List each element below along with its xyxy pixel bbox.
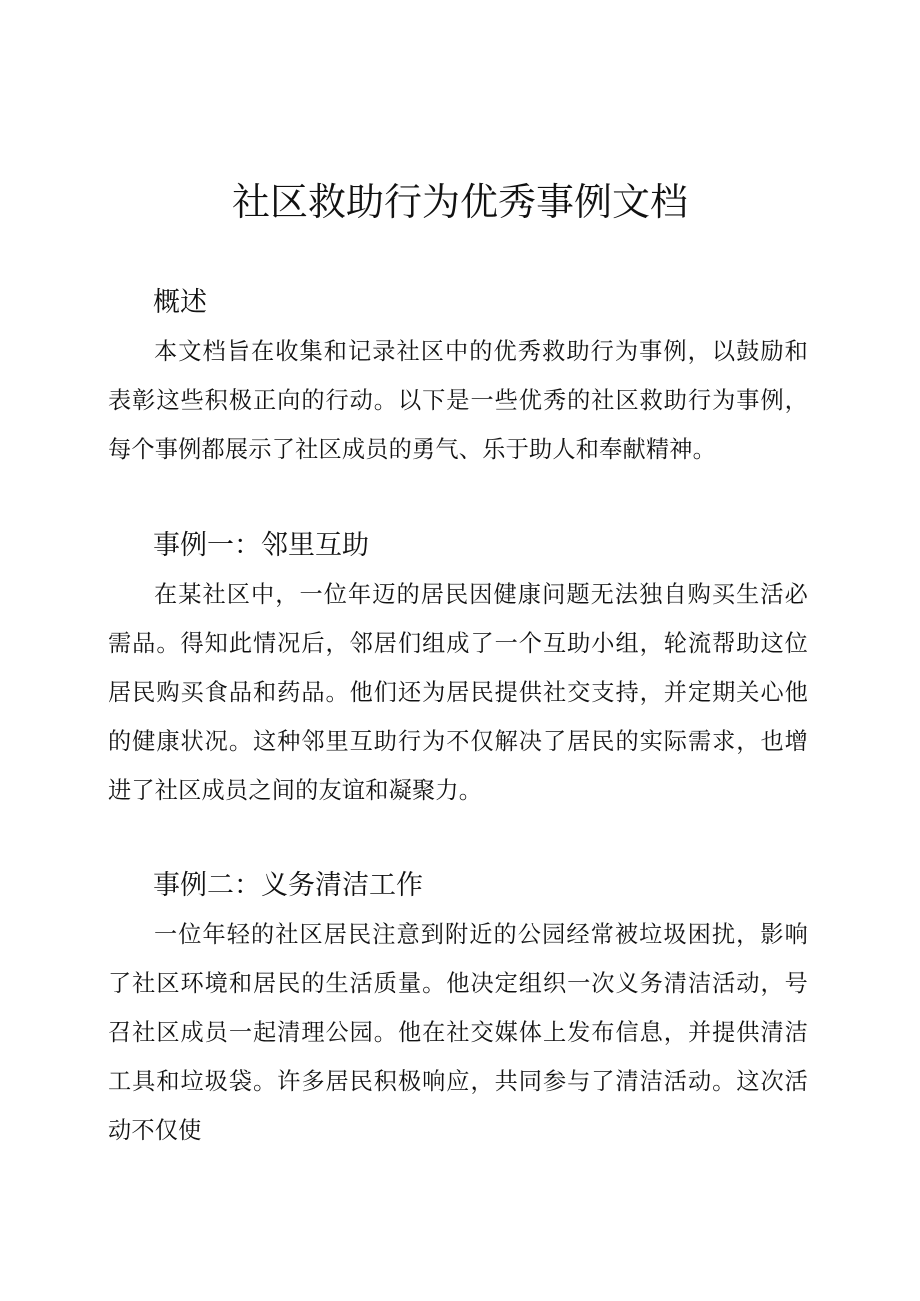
section-paragraph-case-1: 在某社区中，一位年迈的居民因健康问题无法独自购买生活必需品。得知此情况后，邻居们组成了一个互助小组，轮流帮助这位居民购买食品和药品。他们还为居民提供社交支持，并定期关心他的健康状况。这种邻里互助行为不仅解决了居民的实际需求，也增进了社区成员之间的友谊和凝聚力。 bbox=[108, 581, 808, 804]
document-title: 社区救助行为优秀事例文档 bbox=[231, 180, 688, 224]
section-heading-overview: 概述 bbox=[153, 287, 207, 318]
section-heading-case-1: 事例一：邻里互助 bbox=[153, 530, 369, 561]
section-paragraph-case-2: 一位年轻的社区居民注意到附近的公园经常被垃圾困扰，影响了社区环境和居民的生活质量。他决定组织一次义务清洁活动，号召社区成员一起清理公园。他在社交媒体上发布信息，并提供清洁工具和垃圾袋。许多居民积极响应，共同参与了清洁活动。这次活动不仅使 bbox=[108, 921, 808, 1144]
section-paragraph-overview: 本文档旨在收集和记录社区中的优秀救助行为事例，以鼓励和表彰这些积极正向的行动。以下是一些优秀的社区救助行为事例，每个事例都展示了社区成员的勇气、乐于助人和奉献精神。 bbox=[108, 338, 808, 463]
section-heading-case-2: 事例二：义务清洁工作 bbox=[153, 870, 423, 901]
